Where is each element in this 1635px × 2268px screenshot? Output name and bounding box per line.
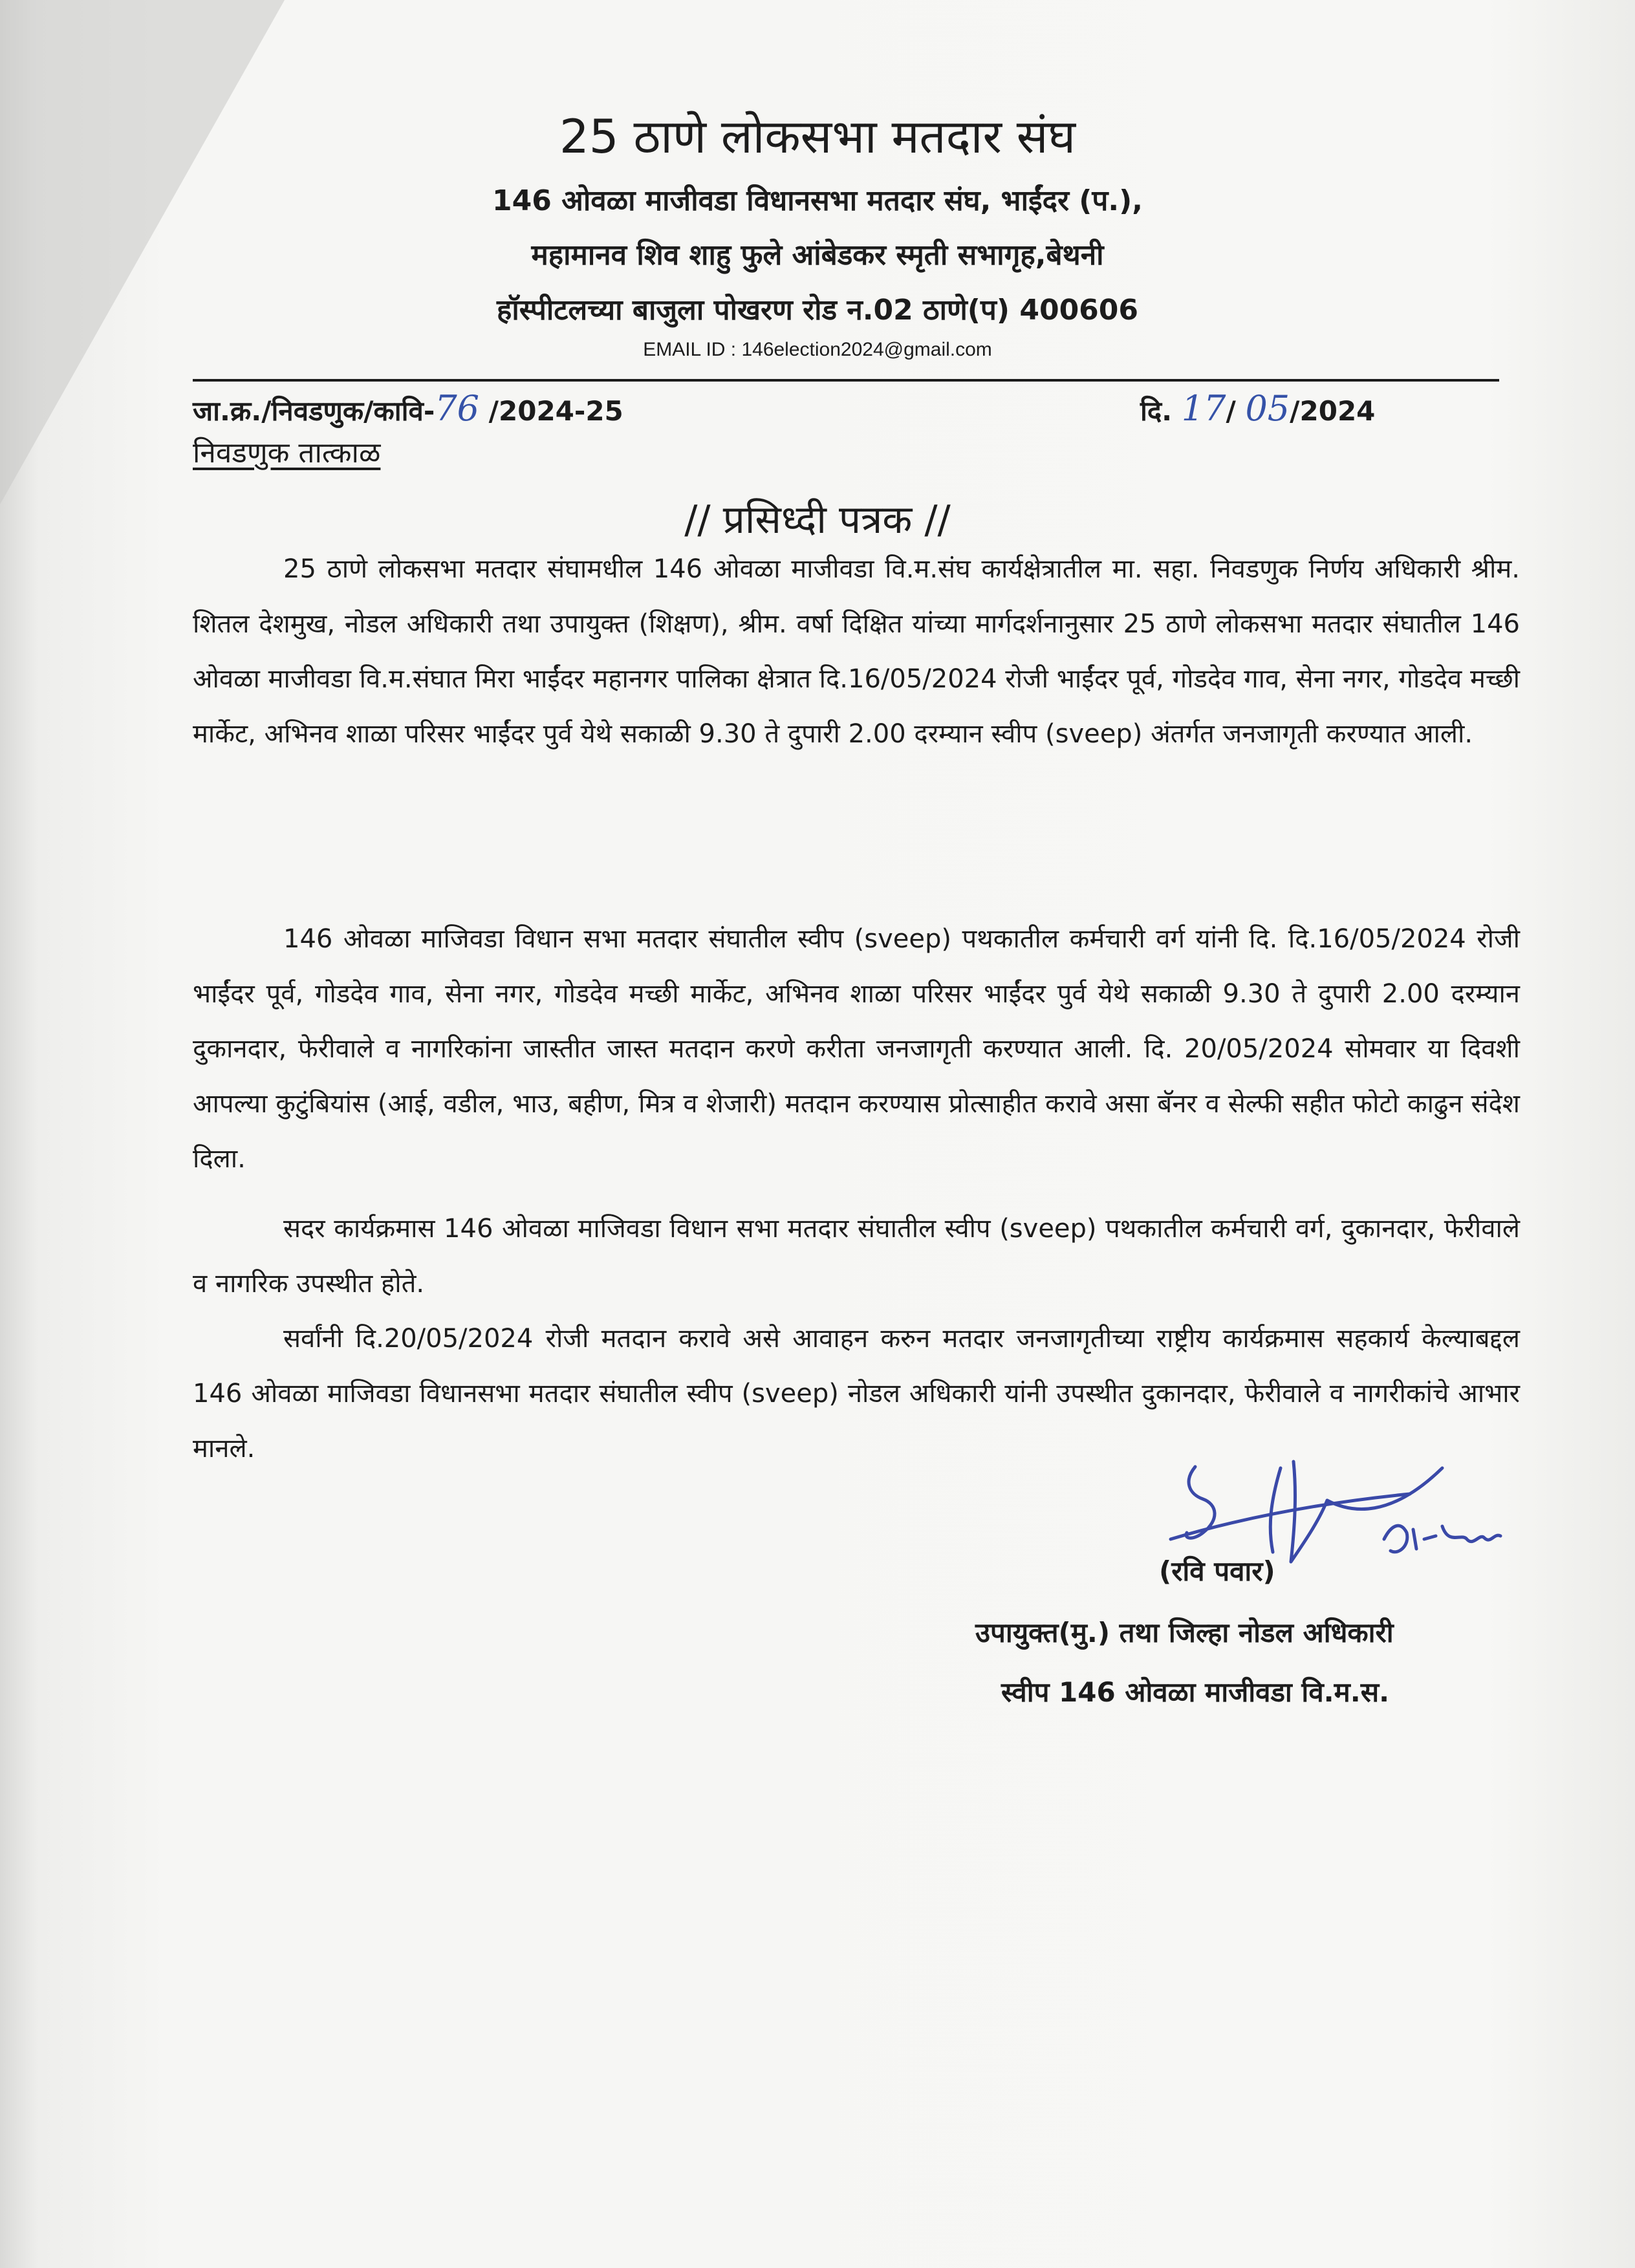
date-day: 17 bbox=[1181, 388, 1226, 429]
body-paragraph-3-text: सदर कार्यक्रमास 146 ओवळा माजिवडा विधान सभा मतदार संघातील स्वीप (sveep) पथकातील कर्मचारी वर्ग, दुकानदार, फेरीवाले व नागरिक उपस्थीत होते. bbox=[193, 1214, 1520, 1299]
date-separator: / bbox=[1226, 395, 1236, 427]
press-release-heading: // प्रसिध्दी पत्रक // bbox=[684, 497, 951, 543]
signatory-department: स्वीप 146 ओवळा माजीवडा वि.म.स. bbox=[1001, 1676, 1390, 1708]
reference-suffix: /2024-25 bbox=[488, 395, 623, 427]
date-month: 05 bbox=[1245, 388, 1290, 429]
letter-date bbox=[1140, 388, 1375, 429]
reference-number bbox=[193, 388, 623, 429]
urgent-label: निवडणुक तात्काळ bbox=[193, 437, 381, 470]
date-year: /2024 bbox=[1290, 395, 1376, 427]
body-paragraph-1 bbox=[193, 542, 1520, 762]
address-line-2: महामानव शिव शाहु फुले आंबेडकर स्मृती सभागृह,बेथनी bbox=[531, 239, 1104, 272]
body-paragraph-3 bbox=[193, 1202, 1520, 1312]
signatory-name: (रवि पवार) bbox=[1159, 1555, 1275, 1587]
date-prefix: दि. bbox=[1140, 395, 1173, 427]
body-paragraph-1-text: 25 ठाणे लोकसभा मतदार संघामधील 146 ओवळा माजीवडा वि.म.संघ कार्यक्षेत्रातील मा. सहा. निवडणुक निर्णय अधिकारी श्रीम. शितल देशमुख, नोडल अधिकारी तथा उपायुक्त (शिक्षण), श्रीम. वर्षा दिक्षित यांच्या मार्गदर्शनानुसार 25 ठाणे लोकसभा मतदार संघातील 146 ओवळा माजीवडा वि.म.संघात मिरा भाईंदर महानगर पालिका क्षेत्रात दि.16/05/2024 रोजी भाईंदर पूर्व, गोडदेव गाव, सेना नगर, गोडदेव मच्छी मार्केट, अभिनव शाळा परिसर भाईंदर पुर्व येथे सकाळी 9.30 ते दुपारी 2.00 दरम्यान स्वीप (sveep) अंतर्गत जनजागृती करण्यात आली. bbox=[193, 554, 1520, 749]
signatory-designation: उपायुक्त(मु.) तथा जिल्हा नोडल अधिकारी bbox=[975, 1617, 1394, 1648]
email-line: EMAIL ID : 146election2024@gmail.com bbox=[643, 339, 992, 360]
reference-handwritten-number: 76 bbox=[435, 388, 480, 429]
address-line-3: हॉस्पीटलच्या बाजुला पोखरण रोड न.02 ठाणे(प) 400606 bbox=[496, 294, 1139, 327]
constituency-title: 25 ठाणे लोकसभा मतदार संघ bbox=[559, 109, 1076, 164]
body-paragraph-2 bbox=[193, 912, 1520, 1187]
body-paragraph-2-text: 146 ओवळा माजिवडा विधान सभा मतदार संघातील स्वीप (sveep) पथकातील कर्मचारी वर्ग यांनी दि. दि.16/05/2024 रोजी भाईंदर पूर्व, गोडदेव गाव, सेना नगर, गोडदेव मच्छी मार्केट, अभिनव शाळा परिसर भाईंदर पुर्व येथे सकाळी 9.30 ते दुपारी 2.00 दरम्यान दुकानदार, फेरीवाले व नागरिकांना जास्तीत जास्त मतदान करणे करीता जनजागृती करण्यात आली. दि. 20/05/2024 सोमवार या दिवशी आपल्या कुटुंबियांस (आई, वडील, भाउ, बहीण, मित्र व शेजारी) मतदान करण्यास प्रोत्साहीत करावे असा बॅनर व सेल्फी सहीत फोटो काढुन संदेश दिला. bbox=[193, 924, 1520, 1174]
address-line-1: 146 ओवळा माजीवडा विधानसभा मतदार संघ, भाईंदर (प.), bbox=[492, 184, 1143, 217]
reference-prefix: जा.क्र./निवडणुक/कावि- bbox=[193, 395, 435, 427]
header-divider bbox=[193, 379, 1499, 382]
body-paragraph-4-text: सर्वांनी दि.20/05/2024 रोजी मतदान करावे असे आवाहन करुन मतदार जनजागृतीच्या राष्ट्रीय कार्यक्रमास सहकार्य केल्याबद्दल 146 ओवळा माजिवडा विधानसभा मतदार संघातील स्वीप (sveep) नोडल अधिकारी यांनी उपस्थीत दुकानदार, फेरीवाले व नागरीकांचे आभार मानले. bbox=[193, 1324, 1520, 1463]
